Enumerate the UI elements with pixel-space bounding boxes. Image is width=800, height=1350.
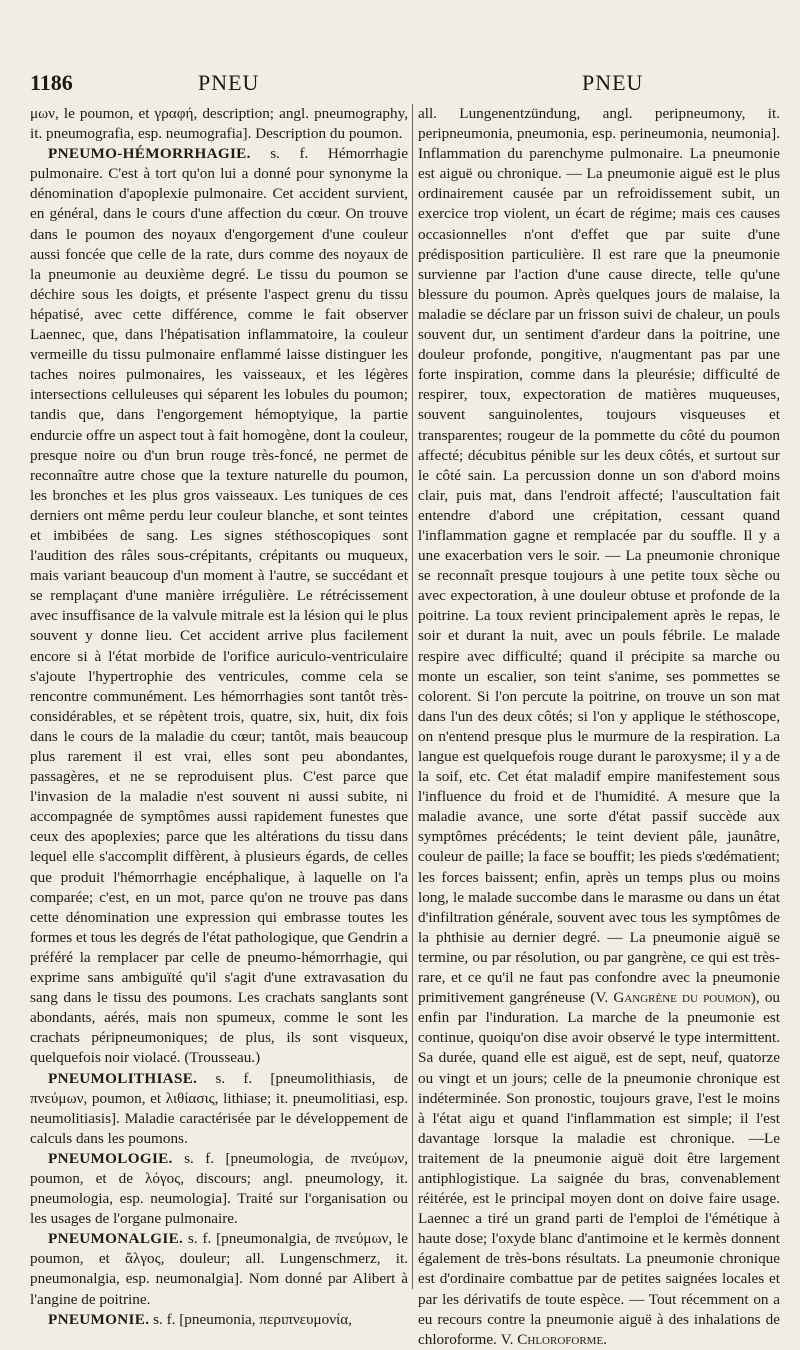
entry-pneumonalgie — [30, 1229, 408, 1309]
entry-text: all. Lungenentzündung, angl. peripneumony, it. peripneumonia, pneumonia, esp. perineumonia, neumonia]. Inflammation du parenchyme pulmonaire. La pneumonie est aiguë ou chronique. — La pneumonie aiguë est le plus ordinairement causée par un refroidissement subit, un exercice trop violent, un écart de régime; mais ces causes occasionnelles n'ont d'effet que par suite d'une prédisposition particulière. Il est rare que la pneumonie survienne par l'action d'une cause directe, telle qu'une blessure du poumon. Après quelques jours de malaise, la maladie se déclare par un frisson suivi de chaleur, un pouls souvent dur, un sentiment d'ardeur dans la poitrine, une douleur profonde, pongitive, n'augmentant pas par une forte inspiration, comme dans la pleurésie; difficulté de respirer, toux, expectoration de matières muqueuses, souvent sanguinolentes, toujours visqueuses et transparentes; rougeur de la pommette du côté du poumon affecté; décubitus pénible sur les deux côtés, et surtout sur le côté sain. La percussion donne un son d'abord moins clair, puis mat, dans l'endroit affecté; l'auscultation fait entendre d'abord une crépitation, cessant quand l'inflammation gagne et remplacée par du souffle. Il y a une exacerbation vers le soir. — La pneumonie chronique se reconnaît presque toujours à une petite toux sèche ou avec expectoration, à une douleur obtuse et profonde de la poitrine. La toux revient principalement après le repas, le soir et durant la nuit, avec un pouls fébrile. Le malade respire avec difficulté; quand il précipite sa marche ou monte un escalier, son teint s'anime, ses pommettes se colorent. Si l'on percute la poitrine, on trouve un son mat dans l'un des deux côtés; si l'on y applique le stéthoscope, on n'entend presque plus le murmure de la respiration. La langue est quelquefois rouge durant le paroxysme; il y a de la soif, etc. Cet état maladif empire manifestement sous l'influence du froid et de l'humidité. A mesure que la maladie avance, une sorte d'état passif succède aux symptômes précédents; le teint devient pâle, jaunâtre, couleur de paille; la face se bouffit; les pieds s'œdématient; les forces baissent; enfin, après un temps plus ou moins long, le malade succombe dans le marasme ou dans un état d'infiltration générale, souvent avec tous les symptômes de la phthisie au dernier degré. — La pneumonie aiguë se termine, ou par résolution, ou par gangrène, ce qui est très-rare, et ce qu'il ne faut pas confondre avec la pneumonie primitivement gangréneuse — [418, 105, 780, 1007]
left-guide-word: PNEU — [198, 70, 260, 95]
entry-text: s. f. [pneumolithiasis, de πνεύμων, poumon, et λιθίασις, lithiase; it. pneumolitiasi, esp. neumolitiasis]. Maladie caractérisée par le développement de calculs dans les poumons. — [30, 1069, 408, 1147]
entry-pneumonie-continuation — [418, 104, 780, 1350]
entry-text: s. f. [pneumonalgia, de πνεύμων, le poumon, et ἄλγος, douleur; all. Lungenschmerz, it. pneumonalgia, esp. neumonalgia]. Nom donné par Alibert à l'angine de poitrine. — [30, 1230, 408, 1308]
headword: PNEUMONALGIE. — [48, 1230, 184, 1248]
headword: PNEUMOLITHIASE. — [48, 1069, 198, 1087]
entry-text: s. f. Hémorrhagie pulmonaire. C'est à tort qu'on lui a donné pour synonyme la dénomination d'apoplexie pulmonaire. Cet accident survient, en général, dans le cours d'une affection du cœur. On trouve dans le poumon des noyaux d'engorgement d'une couleur aussi foncée que celle de la rate, durs comme des noyaux de la pneumonie au deuxième degré. Le tissu du poumon se déchire sous les doigts, et présente l'aspect grenu du tissu hépatisé, avec cette différence, comme le fait observer Laennec, que, dans l'hépatisation inflammatoire, la couleur vermeille du tissu pulmonaire enflammé laisse distinguer les taches noires pulmonaires, les vaisseaux, et les légères intersections celluleuses qui séparent les lobules du poumon; tandis que, dans l'engorgement hémoptyique, la partie endurcie offre un aspect tout à fait homogène, dont la couleur, presque noire ou d'un brun rouge très-foncé, ne permet de reconnaître autre chose que la texture naturelle du poumon, les bronches et les plus gros vaisseaux. Les tuniques de ces derniers ont même perdu leur couleur blanche, et sont teintes et imbibées de sang. Les signes stéthoscopiques sont l'audition des râles sous-crépitants, crépitants ou muqueux, mais variant beaucoup d'un moment à l'autre, se succédant et se remplaçant d'une manière irrégulière. Le rétrécissement avec insuffisance de la valvule mitrale est la lésion qui le plus souvent y donne lieu. Cet accident arrive plus facilement encore si à l'état morbide de l'orifice auriculo-ventriculaire s'ajoute l'hypertrophie des ventricules, comme cela se rencontre communément. Les hémorrhagies sont tantôt très-considérables, et se répètent trois, quatre, six, huit, dix fois dans le cours de la maladie du cœur; tantôt, mais beaucoup plus rarement il est vrai, elles sont peu abondantes, passagères, et ne se reproduisent plus. C'est parce que l'invasion de la maladie n'est souvent ni aussi subite, ni accompagnée de symptômes aussi rapidement funestes que ceux des apoplexies; parce que les altérations du tissu dans lequel elle s'accomplit diffèrent, à plusieurs égards, de celles que produit l'hémorrhagie encéphalique, à laquelle on l'a comparée; c'est, en un mot, parce qu'on ne trouve pas dans cette dénomination une expression qui embrasse toutes les formes et tous les degrés de l'état pathologique, que Gendrin a préféré la remplacer par celle de pneumo-hémorrhagie, qui exprime sans ambiguïté qu'il s'agit d'une extravasation du sang dans le tissu des poumons. Les crachats sanglants sont abondants, aérés, mais non spumeux, comme le sont les crachats péripneumoniques; de plus, ils sont visqueux, quelquefois noir violacé. (Trousseau.) — [30, 145, 408, 1067]
entry-pneumolithiase — [30, 1069, 408, 1149]
page-number: 1186 — [30, 70, 73, 95]
entry-text: , ou enfin par l'induration. La marche de la pneumonie est continue, quoiqu'on dise avoir observé le type intermittent. Sa durée, quand elle est aiguë, est de sept, neuf, quatorze ou vingt et un jours; celle de la pneumonie chronique est indéterminée. Son pronostic, toujours grave, l'est le moins à l'état aigu et quand l'inflammation est simple; il l'est davantage lorsque la maladie est chronique. —Le traitement de la pneumonie aiguë doit être largement antiphlogistique. La saignée du bras, convenablement réitérée, est le principal moyen dont on doive faire usage. Laennec a tiré un grand parti de l'emploi de l'émétique à haute dose; l'oxyde blanc d'antimoine et le kermès donnent également de très-bons résultats. La pneumonie chronique est d'ordinaire combattue par de petites saignées locales et par les dérivatifs de toute espèce. — Tout récemment on a eu recours contre la pneumonie aiguë à des inhalations de chloroforme. — [418, 989, 781, 1348]
running-header — [0, 70, 800, 100]
headword: PNEUMOLOGIE. — [48, 1149, 173, 1167]
entry-text: s. f. [pneumologia, de πνεύμων, poumon, et de λόγος, discours; angl. pneumology, it. pneumologia, esp. neumologia]. Traité sur l'organisation ou les usages de l'organe pulmonaire. — [30, 1149, 408, 1228]
column-divider — [412, 104, 413, 1289]
left-column — [30, 104, 408, 1330]
entry-pneumonie — [30, 1310, 408, 1330]
right-guide-word: PNEU — [582, 70, 644, 95]
right-column — [418, 104, 780, 1350]
entry-text: μων, le poumon, et γραφή, description; angl. pneumography, it. pneumografia, esp. neumografia]. Description du poumon. — [30, 105, 408, 143]
headword: PNEUMONIE. — [48, 1310, 150, 1328]
entry-continuation — [30, 104, 408, 144]
entry-text: s. f. [pneumonia, περιπνευμονία, — [149, 1310, 352, 1328]
entry-pneumo-hemorrhagie — [30, 144, 408, 1068]
headword: PNEUMO-HÉMORRHAGIE. — [48, 145, 251, 163]
entry-pneumologie — [30, 1149, 408, 1229]
cross-reference: (V. Gangrène du poumon) — [590, 989, 756, 1007]
cross-reference: V. Chloroforme. — [500, 1330, 607, 1348]
